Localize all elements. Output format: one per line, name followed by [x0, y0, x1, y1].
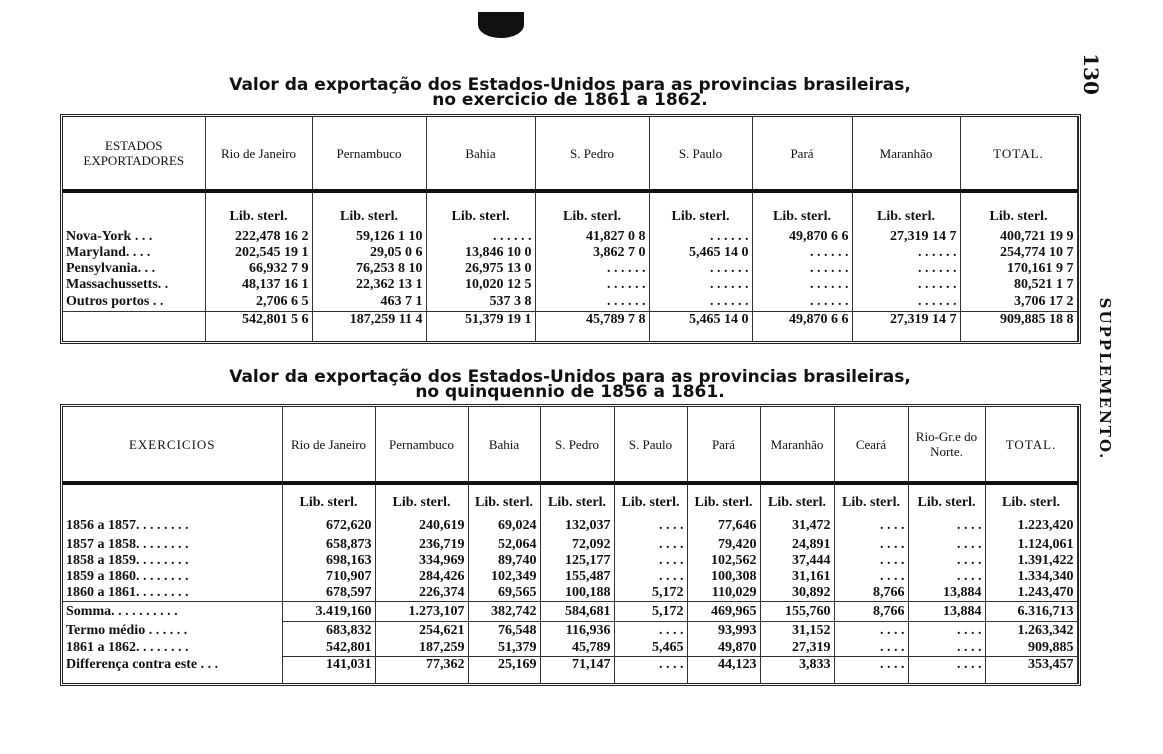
value-cell: 5,172	[614, 585, 687, 602]
value-cell: . . . . . .	[752, 261, 852, 277]
column-header: Bahia	[426, 117, 535, 191]
column-header: S. Pedro	[535, 117, 649, 191]
row-label: 1859 a 1860. . . . . . . .	[66, 569, 189, 584]
value-cell: . . . . . .	[535, 277, 649, 293]
value-cell: 45,789	[540, 640, 614, 657]
value-cell: 100,188	[540, 585, 614, 602]
value-cell: 469,965	[687, 602, 760, 622]
value-cell: . . . . . .	[535, 261, 649, 277]
value-cell: 102,349	[468, 569, 540, 585]
table1-frame	[60, 114, 1081, 344]
value-cell: 400,721 19 9	[960, 229, 1077, 245]
value-cell: 1.263,342	[985, 622, 1077, 640]
value-cell: 48,137 16 1	[205, 277, 312, 293]
row-label: Outros portos . .	[66, 293, 164, 309]
value-cell: . . . . . .	[752, 277, 852, 293]
value-cell: 110,029	[687, 585, 760, 602]
value-cell: 2,706 6 5	[205, 293, 312, 311]
table2-frame	[60, 404, 1081, 686]
value-cell: . . . .	[908, 537, 985, 553]
value-cell: 187,259	[375, 640, 468, 657]
value-cell: 13,884	[908, 585, 985, 602]
value-cell: . . . .	[908, 657, 985, 683]
table-row	[63, 261, 1077, 277]
table2-title-line1: Valor da exportação dos Estados-Unidos para as provincias brasileiras,	[229, 367, 911, 387]
totals-row	[63, 311, 1077, 341]
unit-label: Lib. sterl.	[540, 483, 614, 515]
table1-title-line2: no exercicio de 1861 a 1862.	[432, 90, 708, 110]
column-header: Ceará	[834, 407, 908, 483]
total-cell: 27,319 14 7	[852, 311, 960, 341]
value-cell: 77,362	[375, 657, 468, 683]
value-cell: . . . .	[614, 515, 687, 537]
margin-label: SUPPLEMENTO.	[1096, 297, 1114, 461]
value-cell: 3,862 7 0	[535, 245, 649, 261]
value-cell: . . . .	[834, 515, 908, 537]
value-cell: 3,706 17 2	[960, 293, 1077, 311]
value-cell: . . . .	[834, 657, 908, 683]
header-row	[63, 117, 1077, 191]
value-cell: 672,620	[282, 515, 375, 537]
value-cell: . . . .	[614, 537, 687, 553]
value-cell: . . . .	[908, 515, 985, 537]
row-label: 1858 a 1859. . . . . . . .	[66, 553, 189, 568]
column-header: Pará	[752, 117, 852, 191]
value-cell: 76,548	[468, 622, 540, 640]
value-cell: 125,177	[540, 553, 614, 569]
table-row	[63, 553, 1077, 569]
value-cell: 202,545 19 1	[205, 245, 312, 261]
value-cell: 382,742	[468, 602, 540, 622]
value-cell: 1.273,107	[375, 602, 468, 622]
value-cell: 52,064	[468, 537, 540, 553]
value-cell: 6.316,713	[985, 602, 1077, 622]
value-cell: 5,465 14 0	[649, 245, 752, 261]
row-label: Termo médio . . . . . .	[66, 622, 188, 638]
value-cell: 542,801	[282, 640, 375, 657]
column-header: ESTADOS EXPORTADORES	[63, 117, 205, 191]
unit-label: Lib. sterl.	[960, 191, 1077, 229]
total-cell: 51,379 19 1	[426, 311, 535, 341]
value-cell: 1.243,470	[985, 585, 1077, 602]
value-cell: 1.223,420	[985, 515, 1077, 537]
column-header: Maranhão	[760, 407, 834, 483]
value-cell: 658,873	[282, 537, 375, 553]
table-row	[63, 640, 1077, 657]
table-row	[63, 585, 1077, 602]
row-label: 1856 a 1857. . . . . . . .	[66, 518, 189, 533]
value-cell: 51,379	[468, 640, 540, 657]
value-cell: 1.334,340	[985, 569, 1077, 585]
column-header: S. Pedro	[540, 407, 614, 483]
value-cell: 222,478 16 2	[205, 229, 312, 245]
value-cell: 155,760	[760, 602, 834, 622]
column-header: Pernambuco	[375, 407, 468, 483]
column-header: S. Paulo	[614, 407, 687, 483]
blank-cell	[63, 191, 205, 229]
value-cell: 31,152	[760, 622, 834, 640]
table1-title	[60, 75, 1080, 110]
value-cell: . . . . . .	[752, 245, 852, 261]
row-label: Pensylvania. . .	[66, 261, 156, 276]
column-header: S. Paulo	[649, 117, 752, 191]
total-cell: 45,789 7 8	[535, 311, 649, 341]
total-cell: 49,870 6 6	[752, 311, 852, 341]
value-cell: . . . .	[614, 569, 687, 585]
value-cell: 284,426	[375, 569, 468, 585]
unit-row	[63, 191, 1077, 229]
table-row	[63, 229, 1077, 245]
value-cell: . . . . . .	[649, 261, 752, 277]
value-cell: 463 7 1	[312, 293, 426, 311]
table-row	[63, 245, 1077, 261]
value-cell: 37,444	[760, 553, 834, 569]
column-header: Bahia	[468, 407, 540, 483]
value-cell: 93,993	[687, 622, 760, 640]
blank-cell	[63, 483, 282, 515]
blank-cell	[63, 311, 205, 341]
total-cell: 909,885 18 8	[960, 311, 1077, 341]
table2-title	[60, 367, 1080, 402]
table-row	[63, 293, 1077, 311]
column-header: TOTAL.	[985, 407, 1077, 483]
column-header: Maranhão	[852, 117, 960, 191]
value-cell: 77,646	[687, 515, 760, 537]
value-cell: 909,885	[985, 640, 1077, 657]
value-cell: . . . .	[908, 553, 985, 569]
value-cell: . . . .	[908, 622, 985, 640]
value-cell: 13,884	[908, 602, 985, 622]
value-cell: 141,031	[282, 657, 375, 683]
unit-label: Lib. sterl.	[205, 191, 312, 229]
unit-label: Lib. sterl.	[908, 483, 985, 515]
value-cell: 254,621	[375, 622, 468, 640]
unit-label: Lib. sterl.	[760, 483, 834, 515]
unit-label: Lib. sterl.	[649, 191, 752, 229]
value-cell: 170,161 9 7	[960, 261, 1077, 277]
value-cell: 116,936	[540, 622, 614, 640]
value-cell: 5,172	[614, 602, 687, 622]
column-header: Rio de Janeiro	[282, 407, 375, 483]
unit-label: Lib. sterl.	[687, 483, 760, 515]
table-row	[63, 622, 1077, 640]
table-row	[63, 657, 1077, 683]
value-cell: 100,308	[687, 569, 760, 585]
value-cell: 76,253 8 10	[312, 261, 426, 277]
page-number: 130	[1078, 53, 1103, 95]
unit-label: Lib. sterl.	[985, 483, 1077, 515]
value-cell: . . . . . .	[649, 293, 752, 311]
total-cell: 5,465 14 0	[649, 311, 752, 341]
value-cell: . . . .	[834, 553, 908, 569]
value-cell: 3.419,160	[282, 602, 375, 622]
export-table-1856-1861	[63, 407, 1078, 683]
value-cell: 1.124,061	[985, 537, 1077, 553]
value-cell: 25,169	[468, 657, 540, 683]
table-row	[63, 515, 1077, 537]
value-cell: . . . .	[614, 622, 687, 640]
value-cell: 683,832	[282, 622, 375, 640]
ink-blot	[478, 12, 524, 38]
table-row	[63, 277, 1077, 293]
unit-label: Lib. sterl.	[535, 191, 649, 229]
value-cell: 69,565	[468, 585, 540, 602]
value-cell: 49,870 6 6	[752, 229, 852, 245]
value-cell: 132,037	[540, 515, 614, 537]
value-cell: 24,891	[760, 537, 834, 553]
value-cell: . . . . . .	[752, 293, 852, 311]
value-cell: 698,163	[282, 553, 375, 569]
value-cell: 41,827 0 8	[535, 229, 649, 245]
export-table-1861-1862	[63, 117, 1078, 341]
value-cell: 1.391,422	[985, 553, 1077, 569]
value-cell: . . . .	[834, 537, 908, 553]
value-cell: 240,619	[375, 515, 468, 537]
value-cell: 66,932 7 9	[205, 261, 312, 277]
column-header: Rio-Gr.e do Norte.	[908, 407, 985, 483]
value-cell: 584,681	[540, 602, 614, 622]
value-cell: 69,024	[468, 515, 540, 537]
value-cell: 29,05 0 6	[312, 245, 426, 261]
row-label: Nova-York . . .	[66, 229, 153, 244]
value-cell: . . . . . .	[852, 293, 960, 311]
row-label: 1857 a 1858. . . . . . . .	[66, 537, 189, 552]
column-header: Pernambuco	[312, 117, 426, 191]
value-cell: 27,319 14 7	[852, 229, 960, 245]
value-cell: . . . .	[614, 657, 687, 683]
value-cell: 31,472	[760, 515, 834, 537]
value-cell: 10,020 12 5	[426, 277, 535, 293]
value-cell: 27,319	[760, 640, 834, 657]
value-cell: 13,846 10 0	[426, 245, 535, 261]
unit-label: Lib. sterl.	[834, 483, 908, 515]
value-cell: 71,147	[540, 657, 614, 683]
value-cell: 89,740	[468, 553, 540, 569]
value-cell: 353,457	[985, 657, 1077, 683]
row-label: 1860 a 1861. . . . . . . .	[66, 585, 189, 600]
value-cell: 537 3 8	[426, 293, 535, 311]
column-header: Pará	[687, 407, 760, 483]
value-cell: 236,719	[375, 537, 468, 553]
value-cell: 3,833	[760, 657, 834, 683]
column-header: Rio de Janeiro	[205, 117, 312, 191]
value-cell: 102,562	[687, 553, 760, 569]
value-cell: 72,092	[540, 537, 614, 553]
row-label: Massachussetts. .	[66, 277, 169, 292]
value-cell: 44,123	[687, 657, 760, 683]
unit-label: Lib. sterl.	[752, 191, 852, 229]
value-cell: . . . .	[834, 569, 908, 585]
table2-title-line2: no quinquennio de 1856 a 1861.	[415, 382, 725, 402]
value-cell: 155,487	[540, 569, 614, 585]
unit-label: Lib. sterl.	[468, 483, 540, 515]
row-label: 1861 a 1862. . . . . . . .	[66, 640, 189, 655]
column-header: TOTAL.	[960, 117, 1077, 191]
value-cell: . . . . . .	[852, 245, 960, 261]
value-cell: 8,766	[834, 585, 908, 602]
unit-label: Lib. sterl.	[375, 483, 468, 515]
value-cell: 49,870	[687, 640, 760, 657]
value-cell: . . . . . .	[852, 277, 960, 293]
unit-row	[63, 483, 1077, 515]
value-cell: . . . . . .	[535, 293, 649, 311]
unit-label: Lib. sterl.	[852, 191, 960, 229]
value-cell: 30,892	[760, 585, 834, 602]
value-cell: . . . .	[834, 622, 908, 640]
value-cell: 59,126 1 10	[312, 229, 426, 245]
value-cell: . . . . . .	[852, 261, 960, 277]
value-cell: 678,597	[282, 585, 375, 602]
value-cell: 8,766	[834, 602, 908, 622]
table-row	[63, 537, 1077, 553]
unit-label: Lib. sterl.	[614, 483, 687, 515]
value-cell: 26,975 13 0	[426, 261, 535, 277]
column-header: EXERCICIOS	[63, 407, 282, 483]
unit-label: Lib. sterl.	[282, 483, 375, 515]
value-cell: . . . . . .	[649, 277, 752, 293]
row-label: Differença contra este . . .	[66, 656, 219, 672]
value-cell: . . . . . .	[649, 229, 752, 245]
table1-title-line1: Valor da exportação dos Estados-Unidos para as provincias brasileiras,	[229, 75, 911, 95]
row-label: Somma. . . . . . . . . .	[63, 602, 282, 622]
row-label: Maryland. . . .	[66, 245, 151, 260]
value-cell: 710,907	[282, 569, 375, 585]
value-cell: . . . .	[908, 640, 985, 657]
total-cell: 187,259 11 4	[312, 311, 426, 341]
value-cell: . . . . . .	[426, 229, 535, 245]
value-cell: 22,362 13 1	[312, 277, 426, 293]
value-cell: 31,161	[760, 569, 834, 585]
value-cell: . . . .	[834, 640, 908, 657]
header-row	[63, 407, 1077, 483]
table-row	[63, 602, 1077, 622]
unit-label: Lib. sterl.	[426, 191, 535, 229]
value-cell: 334,969	[375, 553, 468, 569]
table-row	[63, 569, 1077, 585]
value-cell: . . . .	[614, 553, 687, 569]
unit-label: Lib. sterl.	[312, 191, 426, 229]
value-cell: 80,521 1 7	[960, 277, 1077, 293]
value-cell: 79,420	[687, 537, 760, 553]
value-cell: . . . .	[908, 569, 985, 585]
value-cell: 226,374	[375, 585, 468, 602]
value-cell: 254,774 10 7	[960, 245, 1077, 261]
value-cell: 5,465	[614, 640, 687, 657]
total-cell: 542,801 5 6	[205, 311, 312, 341]
